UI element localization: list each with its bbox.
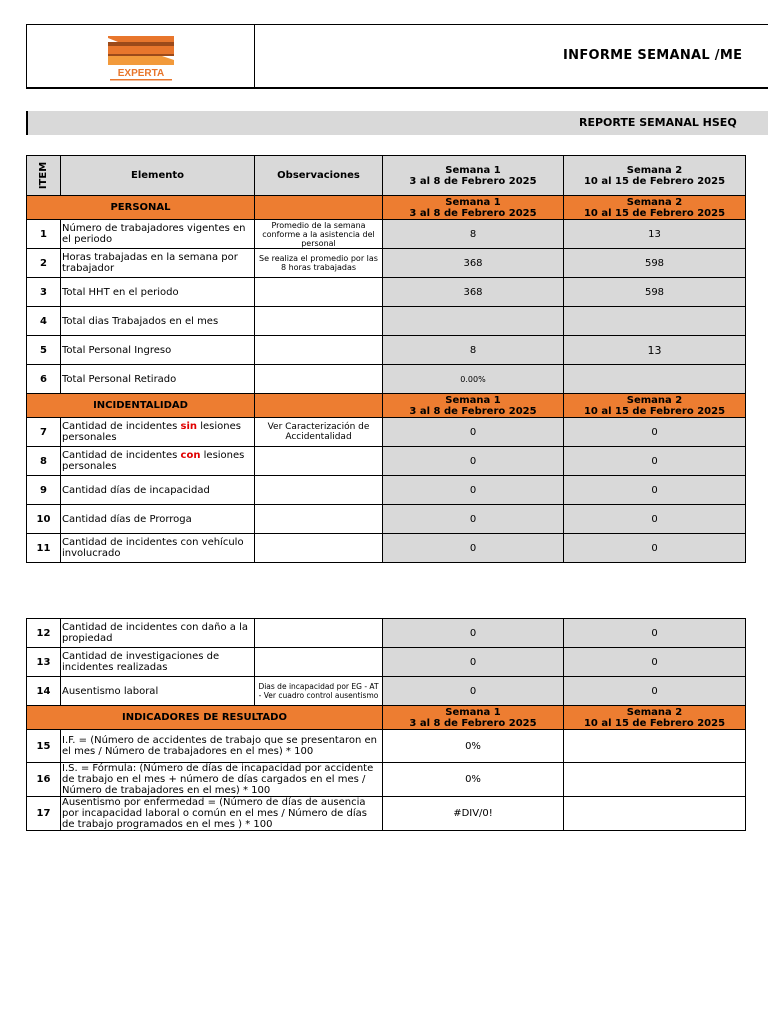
section-label: INCIDENTALIDAD [27, 394, 255, 418]
section-personal [27, 196, 746, 220]
highlight-con: con [180, 450, 201, 461]
section-week2: Semana 2 10 al 15 de Febrero 2025 [564, 196, 746, 220]
hseq-table-2 [26, 618, 746, 831]
section-week1: Semana 1 3 al 8 de Febrero 2025 [383, 706, 564, 730]
col-week1: Semana 1 3 al 8 de Febrero 2025 [383, 156, 564, 196]
table-row: 9 Cantidad días de incapacidad 0 0 [27, 476, 746, 505]
table-row: 17 Ausentismo por enfermedad = (Número de días de ausencia por incapacidad laboral o común en el mes / Número de días de trabajo programados en el mes ) * 100 #DIV/0! [27, 797, 746, 831]
table-row: 3 Total HHT en el periodo 368 598 [27, 278, 746, 307]
table-row: 1 Número de trabajadores vigentes en el periodo Promedio de la semana conforme a la asistencia del personal 8 13 [27, 220, 746, 249]
report-subtitle: REPORTE SEMANAL HSEQ [579, 116, 737, 129]
table-row: 14 Ausentismo laboral Dias de incapacidad por EG - AT - Ver cuadro control ausentismo 0 0 [27, 677, 746, 706]
section-week2: Semana 2 10 al 15 de Febrero 2025 [564, 394, 746, 418]
table-row: 11 Cantidad de incidentes con vehículo involucrado 0 0 [27, 534, 746, 563]
table-row: 15 I.F. = (Número de accidentes de trabajo que se presentaron en el mes / Número de trabajadores en el mes) * 100 0% [27, 730, 746, 763]
table-row: 7 Cantidad de incidentes sin lesiones personales Ver Caracterización de Accidentalidad 0 0 [27, 418, 746, 447]
table-row: 5 Total Personal Ingreso 8 13 [27, 336, 746, 365]
table-row: 6 Total Personal Retirado 0.00% [27, 365, 746, 394]
col-week2: Semana 2 10 al 15 de Febrero 2025 [564, 156, 746, 196]
svg-text:EXPERTA: EXPERTA [117, 68, 165, 79]
table-row: 2 Horas trabajadas en la semana por trabajador Se realiza el promedio por las 8 horas trabajadas 368 598 [27, 249, 746, 278]
section-week1: Semana 1 3 al 8 de Febrero 2025 [383, 196, 564, 220]
hseq-table-1 [26, 155, 746, 563]
col-observaciones: Observaciones [255, 156, 383, 196]
section-indicadores [27, 706, 746, 730]
table-row: 13 Cantidad de investigaciones de incidentes realizadas 0 0 [27, 648, 746, 677]
section-label: INDICADORES DE RESULTADO [27, 706, 383, 730]
section-label: PERSONAL [27, 196, 255, 220]
section-week1: Semana 1 3 al 8 de Febrero 2025 [383, 394, 564, 418]
section-week2: Semana 2 10 al 15 de Febrero 2025 [564, 706, 746, 730]
highlight-sin: sin [180, 421, 198, 432]
table-row: 16 I.S. = Fórmula: (Número de días de incapacidad por accidente de trabajo en el mes + número de días cargados en el mes / Número de trabajadores en el mes) * 100 0% [27, 763, 746, 797]
col-item: ITEM [27, 156, 61, 196]
report-title: INFORME SEMANAL /ME [563, 48, 743, 63]
experta-logo [104, 32, 178, 84]
header-divider [254, 24, 255, 89]
section-incidentalidad [27, 394, 746, 418]
table-row: 12 Cantidad de incidentes con daño a la propiedad 0 0 [27, 619, 746, 648]
table-header-row [27, 156, 746, 196]
table-row: 4 Total dias Trabajados en el mes [27, 307, 746, 336]
table-row: 10 Cantidad días de Prorroga 0 0 [27, 505, 746, 534]
table-row: 8 Cantidad de incidentes con lesiones personales 0 0 [27, 447, 746, 476]
col-elemento: Elemento [61, 156, 255, 196]
